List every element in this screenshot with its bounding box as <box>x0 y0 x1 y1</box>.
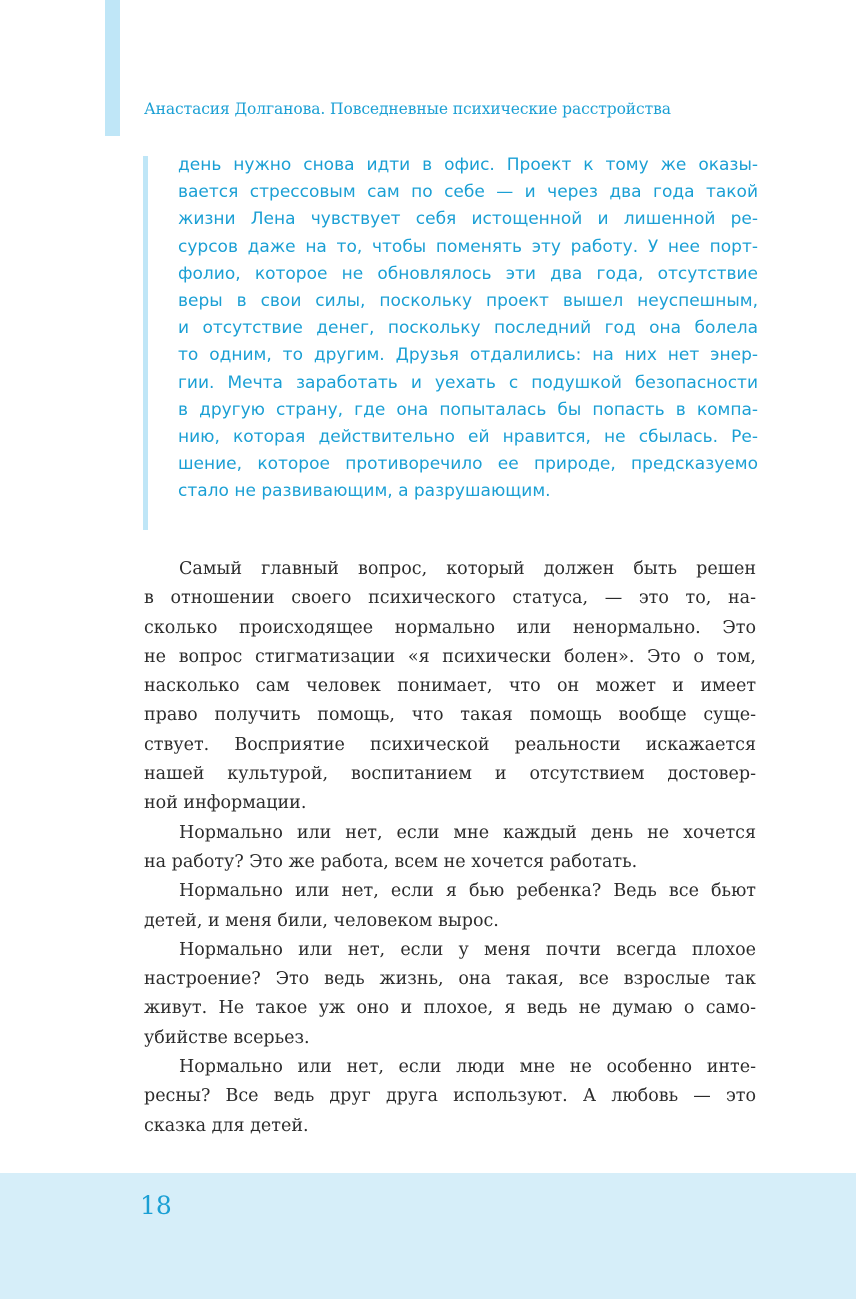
quote-line: нию, которая действительно ей нравится, не сбылась. Ре- <box>178 427 758 448</box>
quote-line: сурсов даже на то, чтобы поменять эту работу. У нее порт- <box>178 236 758 257</box>
footer-band <box>0 1173 856 1299</box>
body-line: Нормально или нет, если мне каждый день не хочется <box>179 822 756 843</box>
body-line: право получить помощь, что такая помощь вообще суще- <box>144 705 756 726</box>
body-line: в отношении своего психического статуса, — это то, на- <box>144 588 756 609</box>
quote-line: шение, которое противоречило ее природе, предсказуемо <box>178 454 758 475</box>
quote-line: жизни Лена чувствует себя истощенной и лишенной ре- <box>178 209 758 230</box>
quote-line: и отсутствие денег, поскольку последний год она болела <box>178 318 758 339</box>
case-study-quote <box>178 152 758 506</box>
body-line: Нормально или нет, если люди мне не особенно инте- <box>179 1057 756 1078</box>
quote-line: день нужно снова идти в офис. Проект к тому же оказы- <box>178 155 758 175</box>
body-line: ствует. Восприятие психической реальности искажается <box>144 734 756 755</box>
decorative-top-bar <box>105 0 120 136</box>
body-line: Самый главный вопрос, который должен быть решен <box>179 559 756 579</box>
body-line: на работу? Это же работа, всем не хочется работать. <box>144 851 638 872</box>
running-header: Анастасия Долганова. Повседневные психические расстройства <box>144 100 671 118</box>
quote-line: в другую страну, где она попыталась бы попасть в компа- <box>178 399 758 420</box>
body-line: Нормально или нет, если я бью ребенка? Ведь все бьют <box>179 881 756 902</box>
quote-line: стало не развивающим, а разрушающим. <box>178 481 551 502</box>
body-line: ресны? Все ведь друг друга используют. А любовь — это <box>144 1086 756 1107</box>
page-number: 18 <box>140 1191 172 1220</box>
body-line: не вопрос стигматизации «я психически болен». Это о том, <box>144 646 756 667</box>
quote-line: вается стрессовым сам по себе — и через два года такой <box>178 182 758 203</box>
main-body-text <box>144 555 756 1141</box>
quote-line: веры в свои силы, поскольку проект вышел неуспешным, <box>178 291 758 312</box>
quote-line: фолио, которое не обновлялось эти два года, отсутствие <box>178 263 758 284</box>
body-line: сказка для детей. <box>144 1115 309 1136</box>
body-line: нашей культурой, воспитанием и отсутствием достовер- <box>144 764 756 785</box>
quote-line: то одним, то другим. Друзья отдалились: на них нет энер- <box>178 345 758 366</box>
body-line: детей, и меня били, человеком вырос. <box>144 910 499 931</box>
quote-line: гии. Мечта заработать и уехать с подушкой безопасности <box>178 372 758 393</box>
body-line: ной информации. <box>144 793 307 814</box>
body-line: насколько сам человек понимает, что он может и имеет <box>144 676 756 697</box>
body-line: Нормально или нет, если у меня почти всегда плохое <box>179 939 756 960</box>
body-line: настроение? Это ведь жизнь, она такая, все взрослые так <box>144 969 756 990</box>
body-line: живут. Не такое уж оно и плохое, я ведь не думаю о само- <box>144 998 756 1019</box>
quote-accent-bar <box>143 156 148 530</box>
body-line: сколько происходящее нормально или ненормально. Это <box>144 617 756 638</box>
body-line: убийстве всерьез. <box>144 1027 310 1048</box>
